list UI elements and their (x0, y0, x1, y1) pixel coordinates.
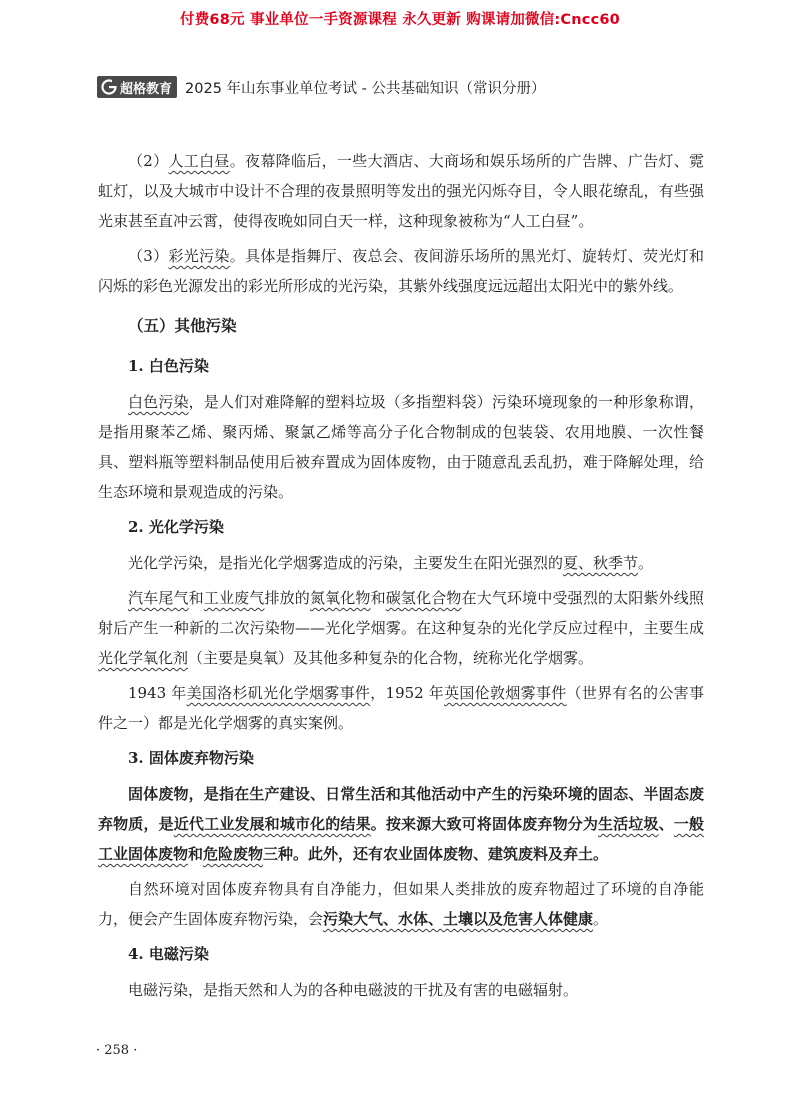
term-color-light: 彩光污染 (168, 247, 230, 265)
paragraph-text: 和 (188, 845, 204, 863)
paragraph-text: 。 (593, 910, 609, 928)
paragraph-text: 在大气环境中受强烈的太阳紫外线照射后产生一种新的二次污染物——光化学烟雾。在这种复杂的光化学反应过程中，主要生成 (98, 589, 704, 637)
paragraph-solid-waste-1 (98, 779, 704, 869)
paragraph-photochemical-3 (98, 678, 704, 738)
heading-electromagnetic: 4. 电磁污染 (128, 945, 209, 963)
logo-g-icon (101, 79, 117, 95)
term: 光化学氧化剂 (98, 649, 189, 667)
paragraph-text: 。 (638, 554, 654, 572)
term: 汽车尾气 (128, 589, 189, 607)
term: 氮氧化物 (309, 589, 371, 607)
paragraph-text: 。夜幕降临后，一些大酒店、大商场和娱乐场所的广告牌、广告灯、霓虹灯，以及大城市中设计不合理的夜景照明等发出的强光闪烁夺目，令人眼花缭乱，有些强光束甚至直冲云霄，使得夜晚如同白天一样，这种现象被称为“人工白昼”。 (98, 152, 704, 230)
paragraph-white-pollution (98, 387, 704, 507)
heading-white-pollution: 1. 白色污染 (128, 357, 209, 375)
paragraph-text: 。具体是指舞厅、夜总会、夜间游乐场所的黑光灯、旋转灯、荧光灯和闪烁的彩色光源发出的彩光所形成的光污染，其紫外线强度远远超出太阳光中的紫外线。 (98, 247, 704, 295)
page-header (97, 75, 545, 99)
page-number: · 258 · (96, 1043, 138, 1058)
paragraph-text: ，是人们对难降解的塑料垃圾（多指塑料袋）污染环境现象的一种形象称谓，是指用聚苯乙烯、聚丙烯、聚氯乙烯等高分子化合物制成的包装袋、农用地膜、一次性餐具、塑料瓶等塑料制品使用后被弃置成为固体废物，由于随意乱丢乱扔，难于降解处理，给生态环境和景观造成的污染。 (98, 393, 704, 501)
paragraph-text: 自然环境对固体废弃物具有自净能力，但如果人类排放的废弃物超过了环境的自净能力，便会产生固体废弃物污染，会 (98, 880, 704, 928)
paragraph-text: ，1952 年 (370, 684, 445, 702)
heading-photochemical: 2. 光化学污染 (128, 518, 224, 536)
paragraph-text: （主要是臭氧）及其他多种复杂的化合物，统称光化学烟雾。 (188, 649, 594, 667)
paragraph-electromagnetic: 电磁污染，是指天然和人为的各种电磁波的干扰及有害的电磁辐射。 (128, 981, 579, 999)
paragraph-text: 排放的 (264, 589, 310, 607)
document-body (98, 146, 704, 1010)
term: 美国洛杉矶光化学烟雾事件 (186, 684, 371, 702)
term-artificial-daylight: 人工白昼 (168, 152, 230, 170)
paragraph-photochemical-2 (98, 583, 704, 673)
promo-banner: 付费68元 事业单位一手资源课程 永久更新 购课请加微信:Cncc60 (180, 12, 620, 28)
paragraph-text: 、 (658, 815, 674, 833)
heading-solid-waste: 3. 固体废弃物污染 (128, 749, 254, 767)
item-number: （2） (128, 152, 169, 170)
term: 生活垃圾 (598, 815, 659, 833)
paragraph-text: 。按来源大致可将固体废弃物分为 (370, 815, 599, 833)
paragraph-text: 三种。此外，还有农业固体废物、建筑废料及弃土。 (263, 845, 609, 863)
term: 危险废物 (203, 845, 264, 863)
heading-other-pollution: （五）其他污染 (128, 316, 237, 335)
term-white-pollution: 白色污染 (128, 393, 189, 411)
term: 碳氢化合物 (385, 589, 462, 607)
paragraph-text: 和 (188, 589, 204, 607)
term: 近代工业发展和城市化的结果 (173, 815, 371, 833)
paragraph-text: 固体废物，是指在生产建设、日常生活和其他活动中产生的污染环境的固态、半固态废弃物质，是 (98, 785, 704, 833)
term: 污染大气、水体、土壤以及危害人体健康 (323, 910, 594, 928)
item-number: （3） (128, 247, 169, 265)
paragraph-text: （世界有名的公害事件之一）都是光化学烟雾的真实案例。 (98, 684, 704, 732)
term: 英国伦敦烟雾事件 (444, 684, 567, 702)
term: 一般工业固体废物 (98, 815, 704, 863)
logo-text: 超格教育 (120, 81, 173, 97)
paragraph-photochemical-1 (98, 548, 704, 578)
header-title: 2025 年山东事业单位考试 - 公共基础知识（常识分册） (185, 80, 546, 97)
paragraph-solid-waste-2 (98, 874, 704, 934)
publisher-logo (97, 76, 177, 98)
paragraph-text: 和 (370, 589, 386, 607)
paragraph-text: 光化学污染，是指光化学烟雾造成的污染，主要发生在阳光强烈的 (128, 554, 564, 572)
term: 工业废气 (203, 589, 265, 607)
paragraph-artificial-daylight (98, 146, 704, 236)
term-seasons: 夏、秋季节 (563, 554, 639, 572)
paragraph-color-light (98, 241, 704, 301)
paragraph-text: 1943 年 (128, 684, 187, 702)
